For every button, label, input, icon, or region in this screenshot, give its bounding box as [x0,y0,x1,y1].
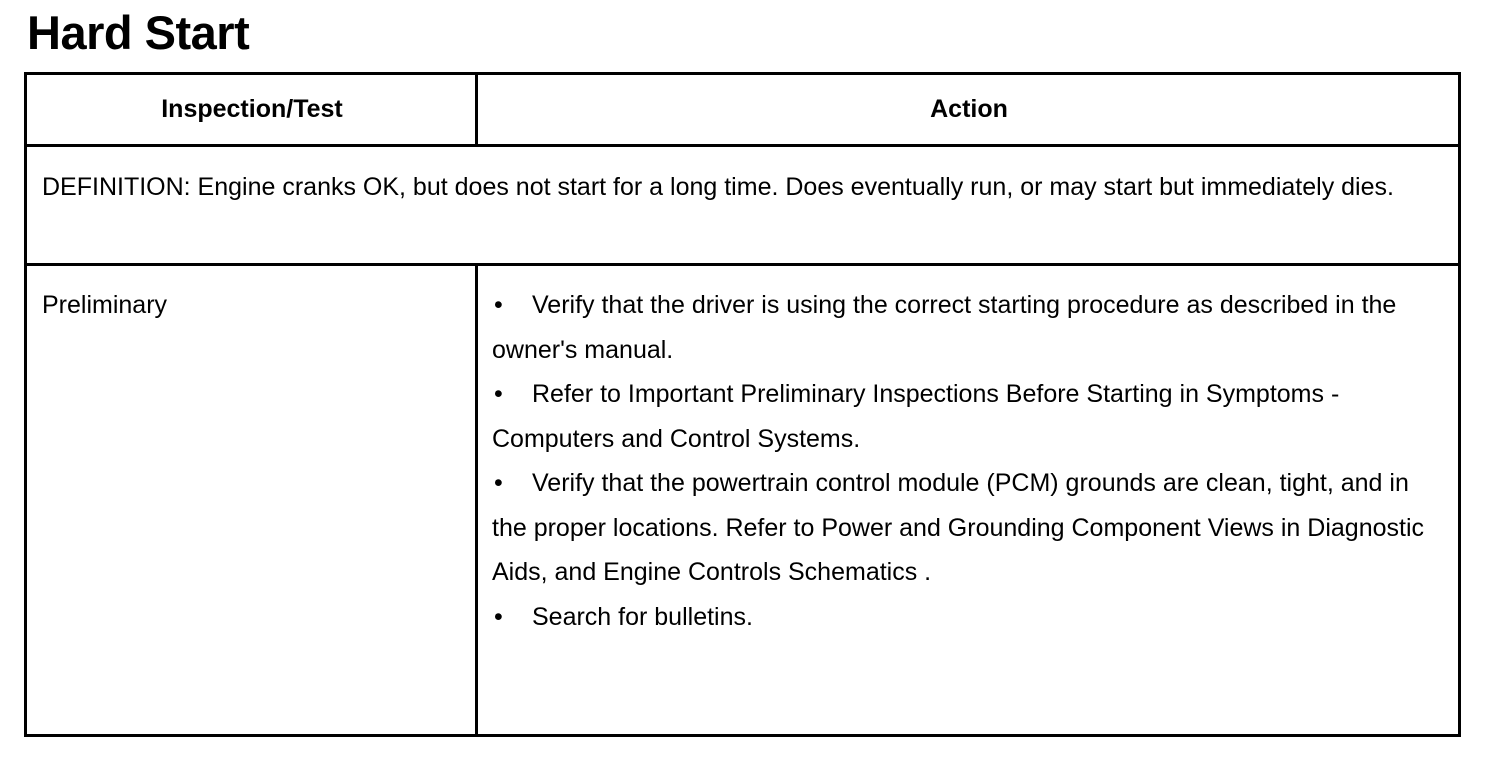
action-text: Search for bulletins. [532,602,753,631]
table-row [27,266,1458,737]
action-item [492,372,1432,461]
action-item [492,595,1432,640]
bullet-icon: • [494,469,503,497]
diagnostic-table [24,72,1461,737]
inspection-cell: Preliminary [42,291,168,319]
bullet-icon: • [494,602,503,631]
action-item [492,461,1432,595]
column-divider [475,266,478,737]
bullet-icon: • [494,291,503,319]
action-text: Refer to Important Preliminary Inspections Before Starting in Symptoms - Computers and Control Systems. [492,380,1340,453]
action-list [492,283,1432,639]
action-item [492,283,1432,372]
definition-text: DEFINITION: Engine cranks OK, but does not start for a long time. Does eventually run, or may start but immediately dies. [42,173,1394,201]
table-header-row [27,75,1458,147]
action-text: Verify that the driver is using the correct starting procedure as described in the owner's manual. [492,291,1397,364]
document-title: Hard Start [27,6,250,59]
header-inspection-test: Inspection/Test [161,95,343,123]
definition-row [27,147,1458,266]
header-action: Action [930,95,1008,123]
action-cell [492,283,1432,639]
column-divider [475,75,478,144]
action-text: Verify that the powertrain control module (PCM) grounds are clean, tight, and in the proper locations. Refer to Power and Grounding Component Views in Diagnostic Aids, and Engine Controls Schematics . [492,469,1425,586]
bullet-icon: • [494,380,503,408]
